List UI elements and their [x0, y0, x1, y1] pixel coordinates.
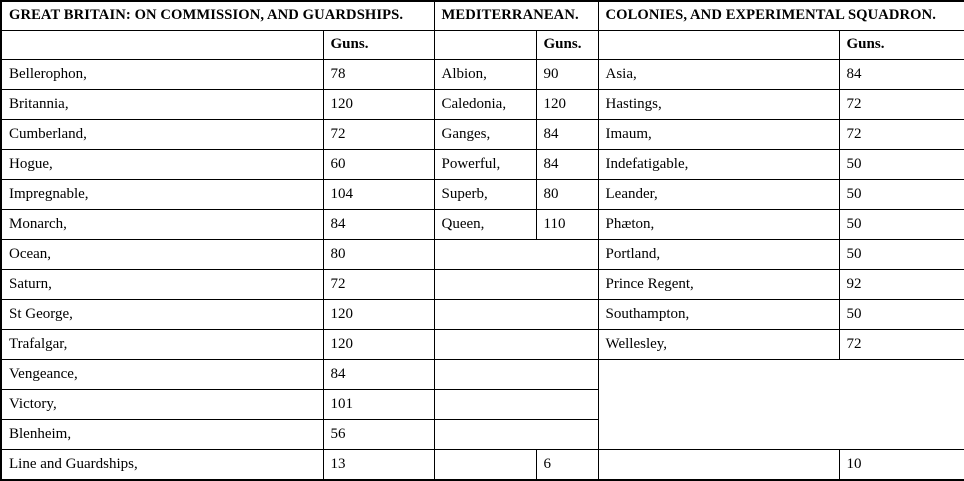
ship-name: Albion, — [434, 59, 536, 89]
ship-guns: 101 — [323, 389, 434, 419]
ship-guns: 50 — [839, 299, 964, 329]
ship-guns: 50 — [839, 149, 964, 179]
ship-name: Ocean, — [1, 239, 323, 269]
guns-header-colonies: Guns. — [839, 30, 964, 59]
ship-name: Caledonia, — [434, 89, 536, 119]
table-row — [1, 149, 964, 179]
ship-name: Britannia, — [1, 89, 323, 119]
table-row — [1, 119, 964, 149]
ship-guns: 84 — [536, 149, 598, 179]
ship-name: Cumberland, — [1, 119, 323, 149]
section-title-colonies: COLONIES, AND EXPERIMENTAL SQUADRON. — [598, 1, 964, 30]
table-row — [1, 209, 964, 239]
ship-name: Indefatigable, — [598, 149, 839, 179]
ship-guns: 104 — [323, 179, 434, 209]
section-title-great-britain: GREAT BRITAIN: ON COMMISSION, AND GUARDSHIPS. — [1, 1, 434, 30]
ship-name: Leander, — [598, 179, 839, 209]
ship-name: Superb, — [434, 179, 536, 209]
ship-name: Wellesley, — [598, 329, 839, 359]
ship-name: Impregnable, — [1, 179, 323, 209]
ship-name: Portland, — [598, 239, 839, 269]
ship-guns: 72 — [323, 269, 434, 299]
ship-name: Ganges, — [434, 119, 536, 149]
spacer-cell — [434, 30, 536, 59]
ship-guns: 72 — [839, 119, 964, 149]
ship-name: Asia, — [598, 59, 839, 89]
ship-guns: 90 — [536, 59, 598, 89]
table-row — [1, 299, 964, 329]
ship-name: Prince Regent, — [598, 269, 839, 299]
summary-guns-great-britain: 13 — [323, 449, 434, 480]
section-header-row — [1, 1, 964, 30]
ship-name: Saturn, — [1, 269, 323, 299]
ship-guns: 60 — [323, 149, 434, 179]
ship-guns: 50 — [839, 179, 964, 209]
ship-guns: 80 — [323, 239, 434, 269]
ship-guns: 72 — [323, 119, 434, 149]
empty-cell — [598, 359, 964, 449]
ship-name: Hogue, — [1, 149, 323, 179]
ship-guns: 120 — [323, 329, 434, 359]
empty-cell — [434, 449, 536, 480]
ship-name: Hastings, — [598, 89, 839, 119]
table-row — [1, 329, 964, 359]
ship-guns: 120 — [323, 89, 434, 119]
ship-guns: 78 — [323, 59, 434, 89]
ship-guns: 110 — [536, 209, 598, 239]
spacer-cell — [1, 30, 323, 59]
ship-name: Imaum, — [598, 119, 839, 149]
ship-guns: 80 — [536, 179, 598, 209]
empty-cell — [434, 299, 598, 329]
ship-guns: 120 — [536, 89, 598, 119]
ship-name: Victory, — [1, 389, 323, 419]
ship-name: Blenheim, — [1, 419, 323, 449]
spacer-cell — [598, 30, 839, 59]
ship-name: Vengeance, — [1, 359, 323, 389]
summary-label: Line and Guardships, — [1, 449, 323, 480]
empty-cell — [434, 359, 598, 389]
ship-guns: 84 — [536, 119, 598, 149]
ship-name: St George, — [1, 299, 323, 329]
empty-cell — [434, 269, 598, 299]
ship-name: Trafalgar, — [1, 329, 323, 359]
guns-header-great-britain: Guns. — [323, 30, 434, 59]
ship-guns: 84 — [323, 209, 434, 239]
ship-guns: 92 — [839, 269, 964, 299]
table-row — [1, 179, 964, 209]
empty-cell — [434, 329, 598, 359]
table-row — [1, 239, 964, 269]
guns-header-row — [1, 30, 964, 59]
summary-guns-mediterranean: 6 — [536, 449, 598, 480]
empty-cell — [434, 239, 598, 269]
table-row — [1, 359, 964, 389]
empty-cell — [598, 449, 839, 480]
guns-header-mediterranean: Guns. — [536, 30, 598, 59]
table-row — [1, 269, 964, 299]
ship-guns: 72 — [839, 89, 964, 119]
ship-name: Monarch, — [1, 209, 323, 239]
ship-guns: 56 — [323, 419, 434, 449]
ship-name: Queen, — [434, 209, 536, 239]
ship-guns: 50 — [839, 239, 964, 269]
summary-row — [1, 449, 964, 480]
ship-guns: 84 — [839, 59, 964, 89]
table-row — [1, 89, 964, 119]
ship-name: Southampton, — [598, 299, 839, 329]
table-row — [1, 59, 964, 89]
ship-guns: 72 — [839, 329, 964, 359]
ship-name: Phæton, — [598, 209, 839, 239]
ship-name: Powerful, — [434, 149, 536, 179]
empty-cell — [434, 419, 598, 449]
summary-guns-colonies: 10 — [839, 449, 964, 480]
empty-cell — [434, 389, 598, 419]
ship-guns: 120 — [323, 299, 434, 329]
ship-guns: 50 — [839, 209, 964, 239]
ship-name: Bellerophon, — [1, 59, 323, 89]
section-title-mediterranean: MEDITERRANEAN. — [434, 1, 598, 30]
ship-guns: 84 — [323, 359, 434, 389]
